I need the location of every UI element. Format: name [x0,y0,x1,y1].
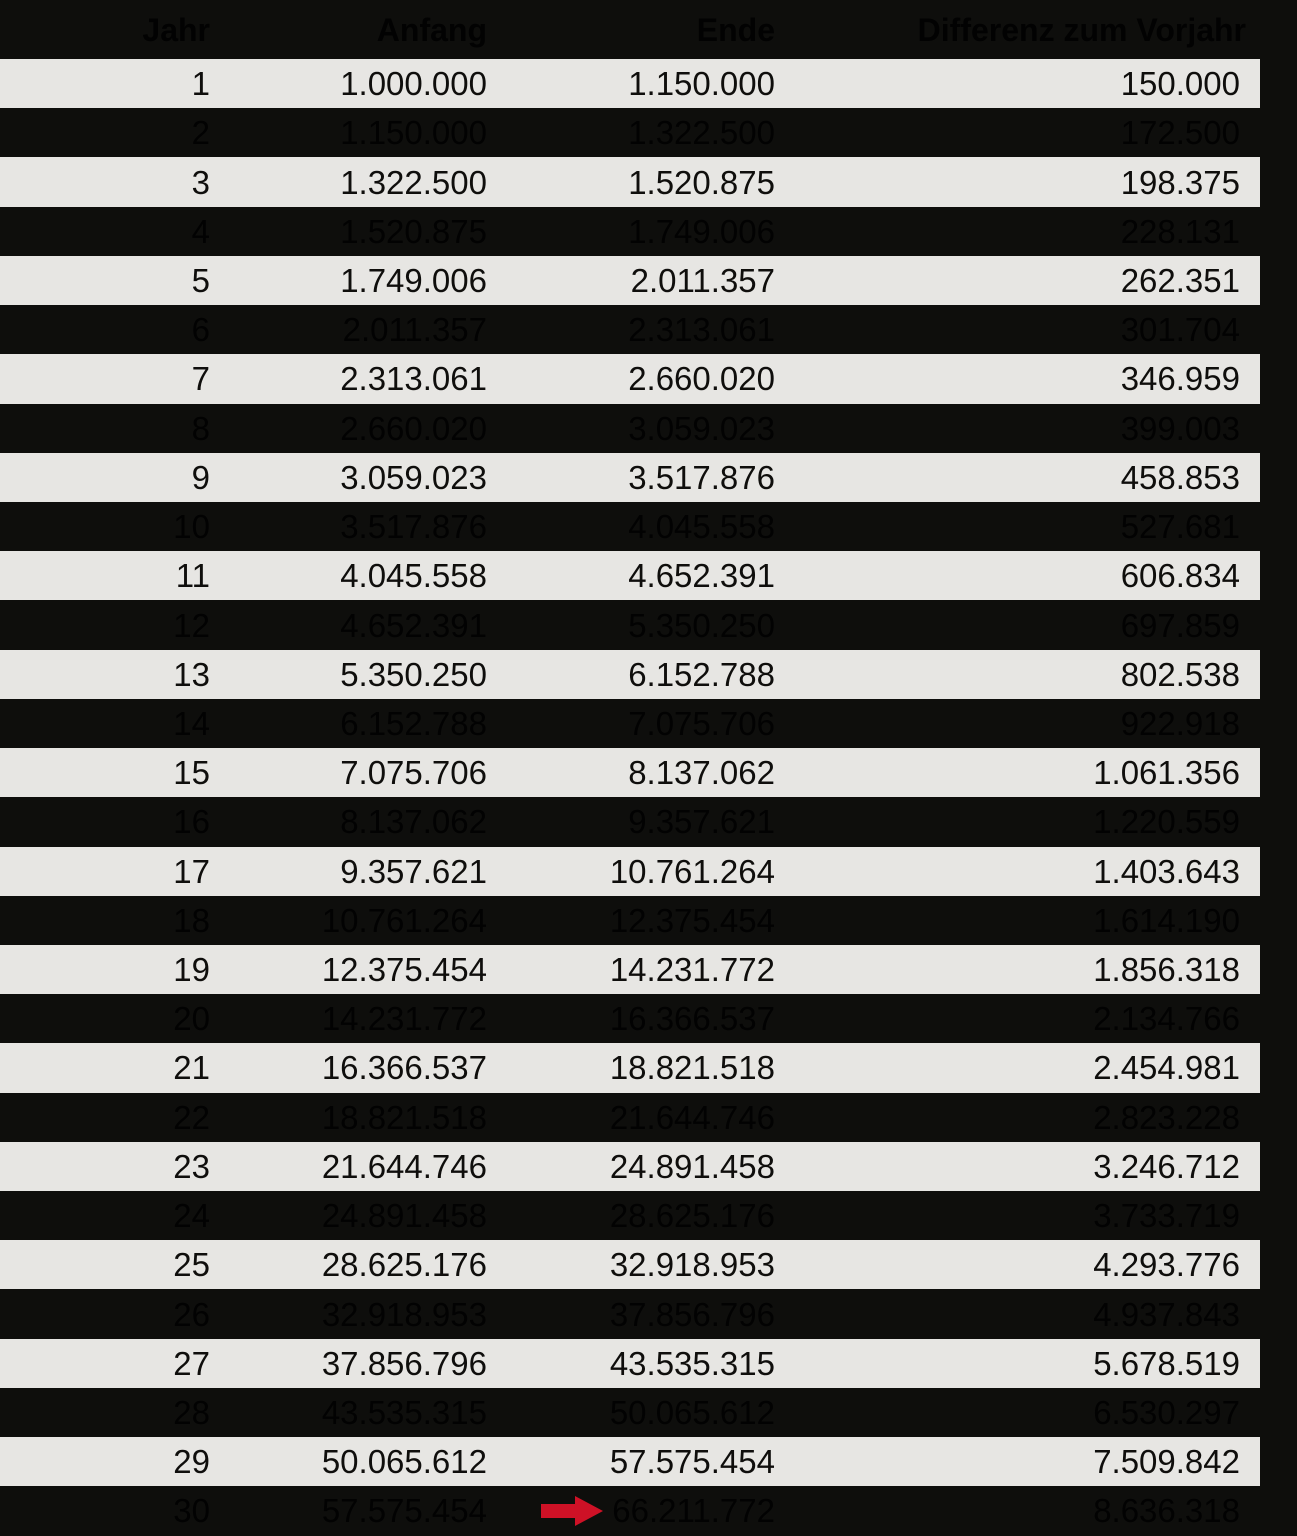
cell-jahr [0,1142,230,1191]
cell-differenz [800,1437,1260,1486]
cell-differenz [800,1191,1260,1240]
cell-value: 1.856.318 [1093,951,1240,989]
cell-ende [510,59,800,108]
cell-differenz [800,256,1260,305]
cell-value: 7.075.706 [340,754,487,792]
cell-value: 3.246.712 [1093,1147,1240,1185]
cell-ende [510,1142,800,1191]
cell-jahr [0,551,230,600]
cell-value: 198.375 [1120,163,1240,201]
cell-value: 3.059.023 [628,409,775,447]
cell-value: 3.059.023 [340,458,487,496]
cell-value: 9 [191,458,210,496]
table-row [0,1240,1260,1289]
cell-value: 12 [173,606,210,644]
cell-value: 13 [173,655,210,693]
cell-ende [510,157,800,206]
cell-value: 1.322.500 [340,163,487,201]
cell-value: 458.853 [1120,458,1240,496]
cell-value: 5.678.519 [1093,1344,1240,1382]
table-row [0,896,1260,945]
cell-value: 12.375.454 [609,901,775,939]
cell-differenz [800,994,1260,1043]
cell-differenz [800,896,1260,945]
cell-value: 2.660.020 [628,360,775,398]
cell-value: 2.823.228 [1093,1098,1240,1136]
cell-ende [510,453,800,502]
cell-value: 37.856.796 [321,1344,487,1382]
cell-value: 14.231.772 [321,1000,487,1038]
cell-anfang [230,404,510,453]
cell-value: 1.520.875 [628,163,775,201]
table-row [0,1093,1260,1142]
cell-ende [510,108,800,157]
cell-value: 43.535.315 [609,1344,775,1382]
cell-value: 24.891.458 [321,1197,487,1235]
cell-value: 9.357.621 [340,852,487,890]
cell-differenz [800,59,1260,108]
cell-value: 10 [173,508,210,546]
cell-value: 5.350.250 [340,655,487,693]
cell-value: 8.137.062 [628,754,775,792]
cell-value: 9.357.621 [628,803,775,841]
cell-value: 19 [173,951,210,989]
cell-value: 3.517.876 [340,508,487,546]
cell-jahr [0,305,230,354]
cell-value: 5 [191,261,210,299]
cell-value: 14.231.772 [609,951,775,989]
cell-differenz [800,1240,1260,1289]
cell-ende [510,551,800,600]
cell-value: 57.575.454 [609,1443,775,1481]
cell-value: 606.834 [1120,557,1240,595]
cell-value: 1.749.006 [340,261,487,299]
cell-jahr [0,1240,230,1289]
cell-value: 1.749.006 [628,212,775,250]
cell-value: 697.859 [1120,606,1240,644]
cell-value: 26 [173,1295,210,1333]
cell-value: 2 [191,114,210,152]
table-row [0,748,1260,797]
column-header-jahr: Jahr [142,11,210,48]
cell-value: 8.137.062 [340,803,487,841]
cell-anfang [230,108,510,157]
cell-value: 28 [173,1394,210,1432]
cell-jahr [0,650,230,699]
table-row [0,404,1260,453]
cell-value: 8.636.318 [1093,1492,1240,1530]
cell-anfang [230,1437,510,1486]
cell-value: 2.454.981 [1093,1049,1240,1087]
cell-value: 4.293.776 [1093,1246,1240,1284]
cell-ende [510,600,800,649]
cell-anfang [230,1486,510,1535]
cell-value: 28.625.176 [321,1246,487,1284]
cell-ende [510,1437,800,1486]
cell-anfang [230,502,510,551]
cell-value: 2.134.766 [1093,1000,1240,1038]
cell-ende [510,896,800,945]
table-row [0,59,1260,108]
cell-differenz [800,502,1260,551]
cell-value: 28.625.176 [609,1197,775,1235]
cell-jahr [0,453,230,502]
cell-value: 18 [173,901,210,939]
cell-anfang [230,748,510,797]
cell-value: 43.535.315 [321,1394,487,1432]
cell-jahr [0,896,230,945]
cell-ende [510,1240,800,1289]
cell-value: 29 [173,1443,210,1481]
cell-value: 4 [191,212,210,250]
cell-value: 5.350.250 [628,606,775,644]
cell-differenz [800,108,1260,157]
cell-jahr [0,1093,230,1142]
cell-value: 25 [173,1246,210,1284]
cell-anfang [230,896,510,945]
cell-differenz [800,354,1260,403]
cell-anfang [230,600,510,649]
cell-ende [510,1289,800,1338]
cell-value: 32.918.953 [321,1295,487,1333]
cell-value: 6.530.297 [1093,1394,1240,1432]
cell-value: 4.937.843 [1093,1295,1240,1333]
cell-ende [510,847,800,896]
cell-jahr [0,157,230,206]
cell-value: 3.733.719 [1093,1197,1240,1235]
cell-anfang [230,994,510,1043]
cell-anfang [230,797,510,846]
table-row [0,305,1260,354]
cell-ende [510,1388,800,1437]
cell-value: 50.065.612 [321,1443,487,1481]
cell-differenz [800,748,1260,797]
cell-value: 2.313.061 [340,360,487,398]
cell-value: 1.520.875 [340,212,487,250]
table-row [0,994,1260,1043]
cell-ende [510,1339,800,1388]
cell-value: 32.918.953 [609,1246,775,1284]
cell-ende [510,699,800,748]
cell-ende [510,1043,800,1092]
cell-anfang [230,1043,510,1092]
cell-value: 2.660.020 [340,409,487,447]
cell-jahr [0,847,230,896]
cell-anfang [230,650,510,699]
cell-value: 30 [173,1492,210,1530]
cell-anfang [230,1289,510,1338]
table-row [0,354,1260,403]
cell-differenz [800,1289,1260,1338]
table-body [0,59,1260,1536]
cell-value: 346.959 [1120,360,1240,398]
column-header-anfang: Anfang [376,11,487,48]
cell-value: 3.517.876 [628,458,775,496]
cell-anfang [230,1240,510,1289]
cell-value: 18.821.518 [609,1049,775,1087]
cell-value: 228.131 [1120,212,1240,250]
cell-value: 2.011.357 [342,311,487,349]
table-row [0,157,1260,206]
cell-anfang [230,354,510,403]
cell-differenz [800,699,1260,748]
table-row [0,797,1260,846]
cell-anfang [230,256,510,305]
cell-differenz [800,305,1260,354]
cell-value: 21 [173,1049,210,1087]
cell-ende [510,207,800,256]
cell-value: 262.351 [1120,261,1240,299]
cell-anfang [230,453,510,502]
cell-jahr [0,600,230,649]
cell-differenz [800,453,1260,502]
cell-jahr [0,945,230,994]
cell-jahr [0,748,230,797]
cell-value: 1.220.559 [1093,803,1240,841]
cell-jahr [0,994,230,1043]
cell-value: 4.045.558 [340,557,487,595]
cell-differenz [800,157,1260,206]
cell-anfang [230,1191,510,1240]
cell-jahr [0,1191,230,1240]
cell-value: 21.644.746 [609,1098,775,1136]
cell-value: 1.614.190 [1093,901,1240,939]
cell-anfang [230,699,510,748]
cell-value: 150.000 [1120,65,1240,103]
cell-jahr [0,207,230,256]
cell-value: 1.061.356 [1093,754,1240,792]
cell-jahr [0,1043,230,1092]
cell-ende [510,305,800,354]
cell-differenz [800,650,1260,699]
cell-value: 6.152.788 [340,704,487,742]
cell-anfang [230,59,510,108]
table-row [0,453,1260,502]
cell-differenz [800,600,1260,649]
cell-value: 1.000.000 [340,65,487,103]
cell-ende [510,354,800,403]
cell-ende [510,994,800,1043]
cell-anfang [230,305,510,354]
cell-anfang [230,945,510,994]
cell-value: 301.704 [1120,311,1240,349]
cell-value: 8 [191,409,210,447]
cell-differenz [800,207,1260,256]
cell-value: 1.150.000 [628,65,775,103]
cell-value: 11 [175,557,210,595]
cell-ende [510,945,800,994]
cell-value: 172.500 [1120,114,1240,152]
cell-value: 22 [173,1098,210,1136]
cell-differenz [800,404,1260,453]
cell-value: 2.011.357 [630,261,775,299]
cell-value: 18.821.518 [321,1098,487,1136]
table-row [0,1388,1260,1437]
cell-differenz [800,1043,1260,1092]
cell-jahr [0,1437,230,1486]
table-row [0,502,1260,551]
table-row [0,207,1260,256]
cell-jahr [0,1289,230,1338]
cell-anfang [230,1093,510,1142]
cell-value: 10.761.264 [609,852,775,890]
cell-value: 1.403.643 [1093,852,1240,890]
cell-jahr [0,59,230,108]
cell-value: 4.652.391 [340,606,487,644]
cell-jahr [0,797,230,846]
table-row [0,600,1260,649]
cell-value: 7 [191,360,210,398]
cell-ende [510,1191,800,1240]
cell-value: 24 [173,1197,210,1235]
cell-value: 1 [191,65,210,103]
table-row [0,1486,1260,1535]
cell-value: 15 [173,754,210,792]
cell-jahr [0,502,230,551]
cell-ende [510,748,800,797]
cell-anfang [230,157,510,206]
cell-value: 23 [173,1147,210,1185]
cell-value: 7.509.842 [1093,1443,1240,1481]
cell-value: 4.652.391 [628,557,775,595]
table-row [0,551,1260,600]
cell-ende [510,404,800,453]
cell-value: 16.366.537 [321,1049,487,1087]
cell-value: 14 [173,704,210,742]
cell-anfang [230,1339,510,1388]
cell-value: 6.152.788 [628,655,775,693]
table-row [0,847,1260,896]
cell-value: 66.211.772 [612,1492,775,1530]
cell-value: 4.045.558 [628,508,775,546]
table-row [0,1437,1260,1486]
cell-value: 50.065.612 [609,1394,775,1432]
cell-jahr [0,108,230,157]
cell-differenz [800,1388,1260,1437]
cell-value: 802.538 [1120,655,1240,693]
cell-ende [510,502,800,551]
cell-value: 1.322.500 [628,114,775,152]
cell-jahr [0,1486,230,1535]
cell-anfang [230,1142,510,1191]
cell-value: 527.681 [1120,508,1240,546]
table-row [0,699,1260,748]
cell-ende [510,1486,800,1535]
cell-differenz [800,551,1260,600]
table-row [0,1043,1260,1092]
column-header-differenz: Differenz zum Vorjahr [917,11,1246,48]
cell-differenz [800,797,1260,846]
cell-jahr [0,1388,230,1437]
cell-value: 3 [191,163,210,201]
table-row [0,1142,1260,1191]
cell-value: 27 [173,1344,210,1382]
cell-value: 57.575.454 [321,1492,487,1530]
cell-differenz [800,1093,1260,1142]
cell-ende [510,797,800,846]
table-row [0,256,1260,305]
table-row [0,650,1260,699]
cell-value: 37.856.796 [609,1295,775,1333]
cell-differenz [800,945,1260,994]
table-row [0,945,1260,994]
cell-differenz [800,847,1260,896]
table-row [0,1191,1260,1240]
cell-value: 21.644.746 [321,1147,487,1185]
cell-ende [510,256,800,305]
cell-jahr [0,1339,230,1388]
cell-jahr [0,354,230,403]
cell-anfang [230,1388,510,1437]
cell-differenz [800,1486,1260,1535]
cell-value: 399.003 [1120,409,1240,447]
cell-anfang [230,551,510,600]
cell-anfang [230,847,510,896]
cell-differenz [800,1142,1260,1191]
cell-value: 922.918 [1120,704,1240,742]
cell-ende [510,1093,800,1142]
cell-ende [510,650,800,699]
cell-value: 6 [191,311,210,349]
table-row [0,1289,1260,1338]
cell-jahr [0,699,230,748]
cell-value: 16.366.537 [609,1000,775,1038]
column-header-ende: Ende [696,11,775,48]
cell-jahr [0,256,230,305]
cell-differenz [800,1339,1260,1388]
cell-value: 2.313.061 [628,311,775,349]
cell-value: 7.075.706 [628,704,775,742]
cell-value: 20 [173,1000,210,1038]
cell-value: 16 [173,803,210,841]
table-row [0,1339,1260,1388]
cell-value: 1.150.000 [340,114,487,152]
cell-jahr [0,404,230,453]
red-arrow-icon [541,1496,603,1526]
cell-value: 10.761.264 [321,901,487,939]
cell-anfang [230,207,510,256]
table-row [0,108,1260,157]
table-header-row [0,0,1260,59]
cell-value: 24.891.458 [609,1147,775,1185]
cell-value: 12.375.454 [321,951,487,989]
cell-value: 17 [173,852,210,890]
